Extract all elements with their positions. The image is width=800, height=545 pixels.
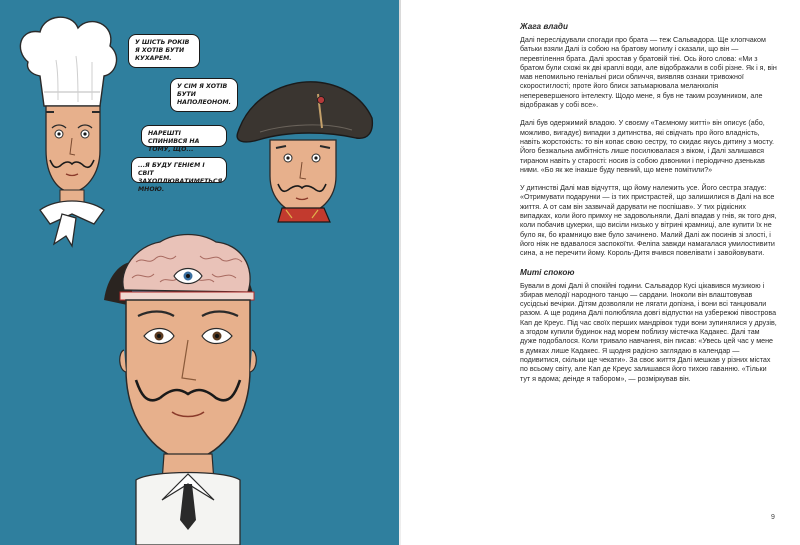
speech-bubble-genius (131, 157, 227, 193)
article-column (520, 22, 778, 393)
bubble-text: У ШІСТЬ РОКІВ Я ХОТІВ БУТИ КУХАРЕМ. (135, 39, 190, 62)
paragraph: У дитинстві Далі мав відчуття, що йому належить усе. Його сестра згадує: «Отримувати подарунки — із тих пристрастей, що залишилися в Далі на все життя. А от сам він зазвичай дарувати не поспішав». У тих рідкісних випадках, коли його примху не задовольняли, Далі впадав у гнів, як того дня, коли побачив цукерки, що висіли низько у вітрині крамниці, але купити їх не було як, бо крамницю вже було зачинено. Малий Далі аж посинів зі злості, і його ніяк не вдавалося заспокоїти. Феліпа завжди намагалася умилостивити сина, а не перечити йому. Король-Дитя вчився повелівати і завойовувати. (520, 184, 777, 258)
bubble-text: НАРЕШТІ СПИНИВСЯ НА ТОМУ, ЩО... (148, 130, 200, 153)
bubble-text: ...Я БУДУ ГЕНІЄМ І СВІТ ЗАХОПЛЮВАТИМЕТЬСЯ МНОЮ. (138, 162, 223, 193)
speech-bubble-chef (128, 34, 200, 68)
section-heading-calm: Миті спокою (520, 267, 575, 277)
paragraph: Бували в домі Далі й спокійні години. Сальвадор Кусі цікавився музикою і збирав мелодії народного танцю — сардани. Іноколи він влаштовував сусідські вечірки. Дітям дозволяли не лягати допізна, і вони всі танцювали разом. А ще родина Далі полюбляла довгі відпустки на узбережжі півострова Кап де Креус. Під час своїх перших мандрівок туди вони зупинялися у друзів, а згодом купили будинок над морем поблизу містечка Кадакес. Далі там дуже подобалося. Коли тривало навчання, він писав: «Увесь цей час у мене в думках лише Кадакес. Я щодня радісно заглядаю в календар — подивитися, скільки ще чекати». За своє життя Далі мешкав у різних містах по всьому світу, але Кап де Креус залишався його тихою гаванню. «Тільки тут я вдома; деінде я табором», — розміркував він. (520, 281, 777, 383)
speech-bubble-finally (141, 125, 227, 153)
speech-bubble-napoleon (170, 78, 238, 112)
dali-brain-head-figure (104, 235, 256, 545)
section-heading-power: Жага влади (520, 22, 568, 31)
page-number: 9 (771, 514, 775, 521)
illustration-page (0, 0, 399, 545)
bubble-text: У СІМ Я ХОТІВ БУТИ НАПОЛЕОНОМ. (177, 83, 231, 106)
paragraph: Далі був одержимий владою. У своєму «Таємному житті» він описує (або, можливо, вигадує) випадки з дитинства, які свідчать про його владність, навіть жорстокість: то він копає свою сестру, то скидає якусь дитину з мосту. Його безжальна амбітність лише посилювалася з віком, і Далі залишався тираном навіть у старості: носив із собою дзвоники і періодично дзенькав ними. «Бо як же інакше буду певний, що мене помітили?» (520, 119, 774, 174)
text-page (401, 0, 800, 545)
chef-head-figure (20, 17, 116, 246)
paragraph: Далі переслідували спогади про брата — теж Сальвадора. Ще хлопчаком батьки взяли Далі із собою на братову могилу і сказали, що він — перевтілення брата. Далі зростав у братовій тіні. Ось його слова: «Ми з братом були схожі як дві краплі води, але відображали в собі різне. Як і я, він мав непомильно геніальні риси обличчя, виявляв ознаки тривожної скоростиглості; проте його блиск затьмарювала меланхолія неперевершеного інтелекту. Щодо мене, я був не таким розумником, але відображав у собі все». (520, 36, 777, 110)
napoleon-head-figure (237, 82, 372, 222)
